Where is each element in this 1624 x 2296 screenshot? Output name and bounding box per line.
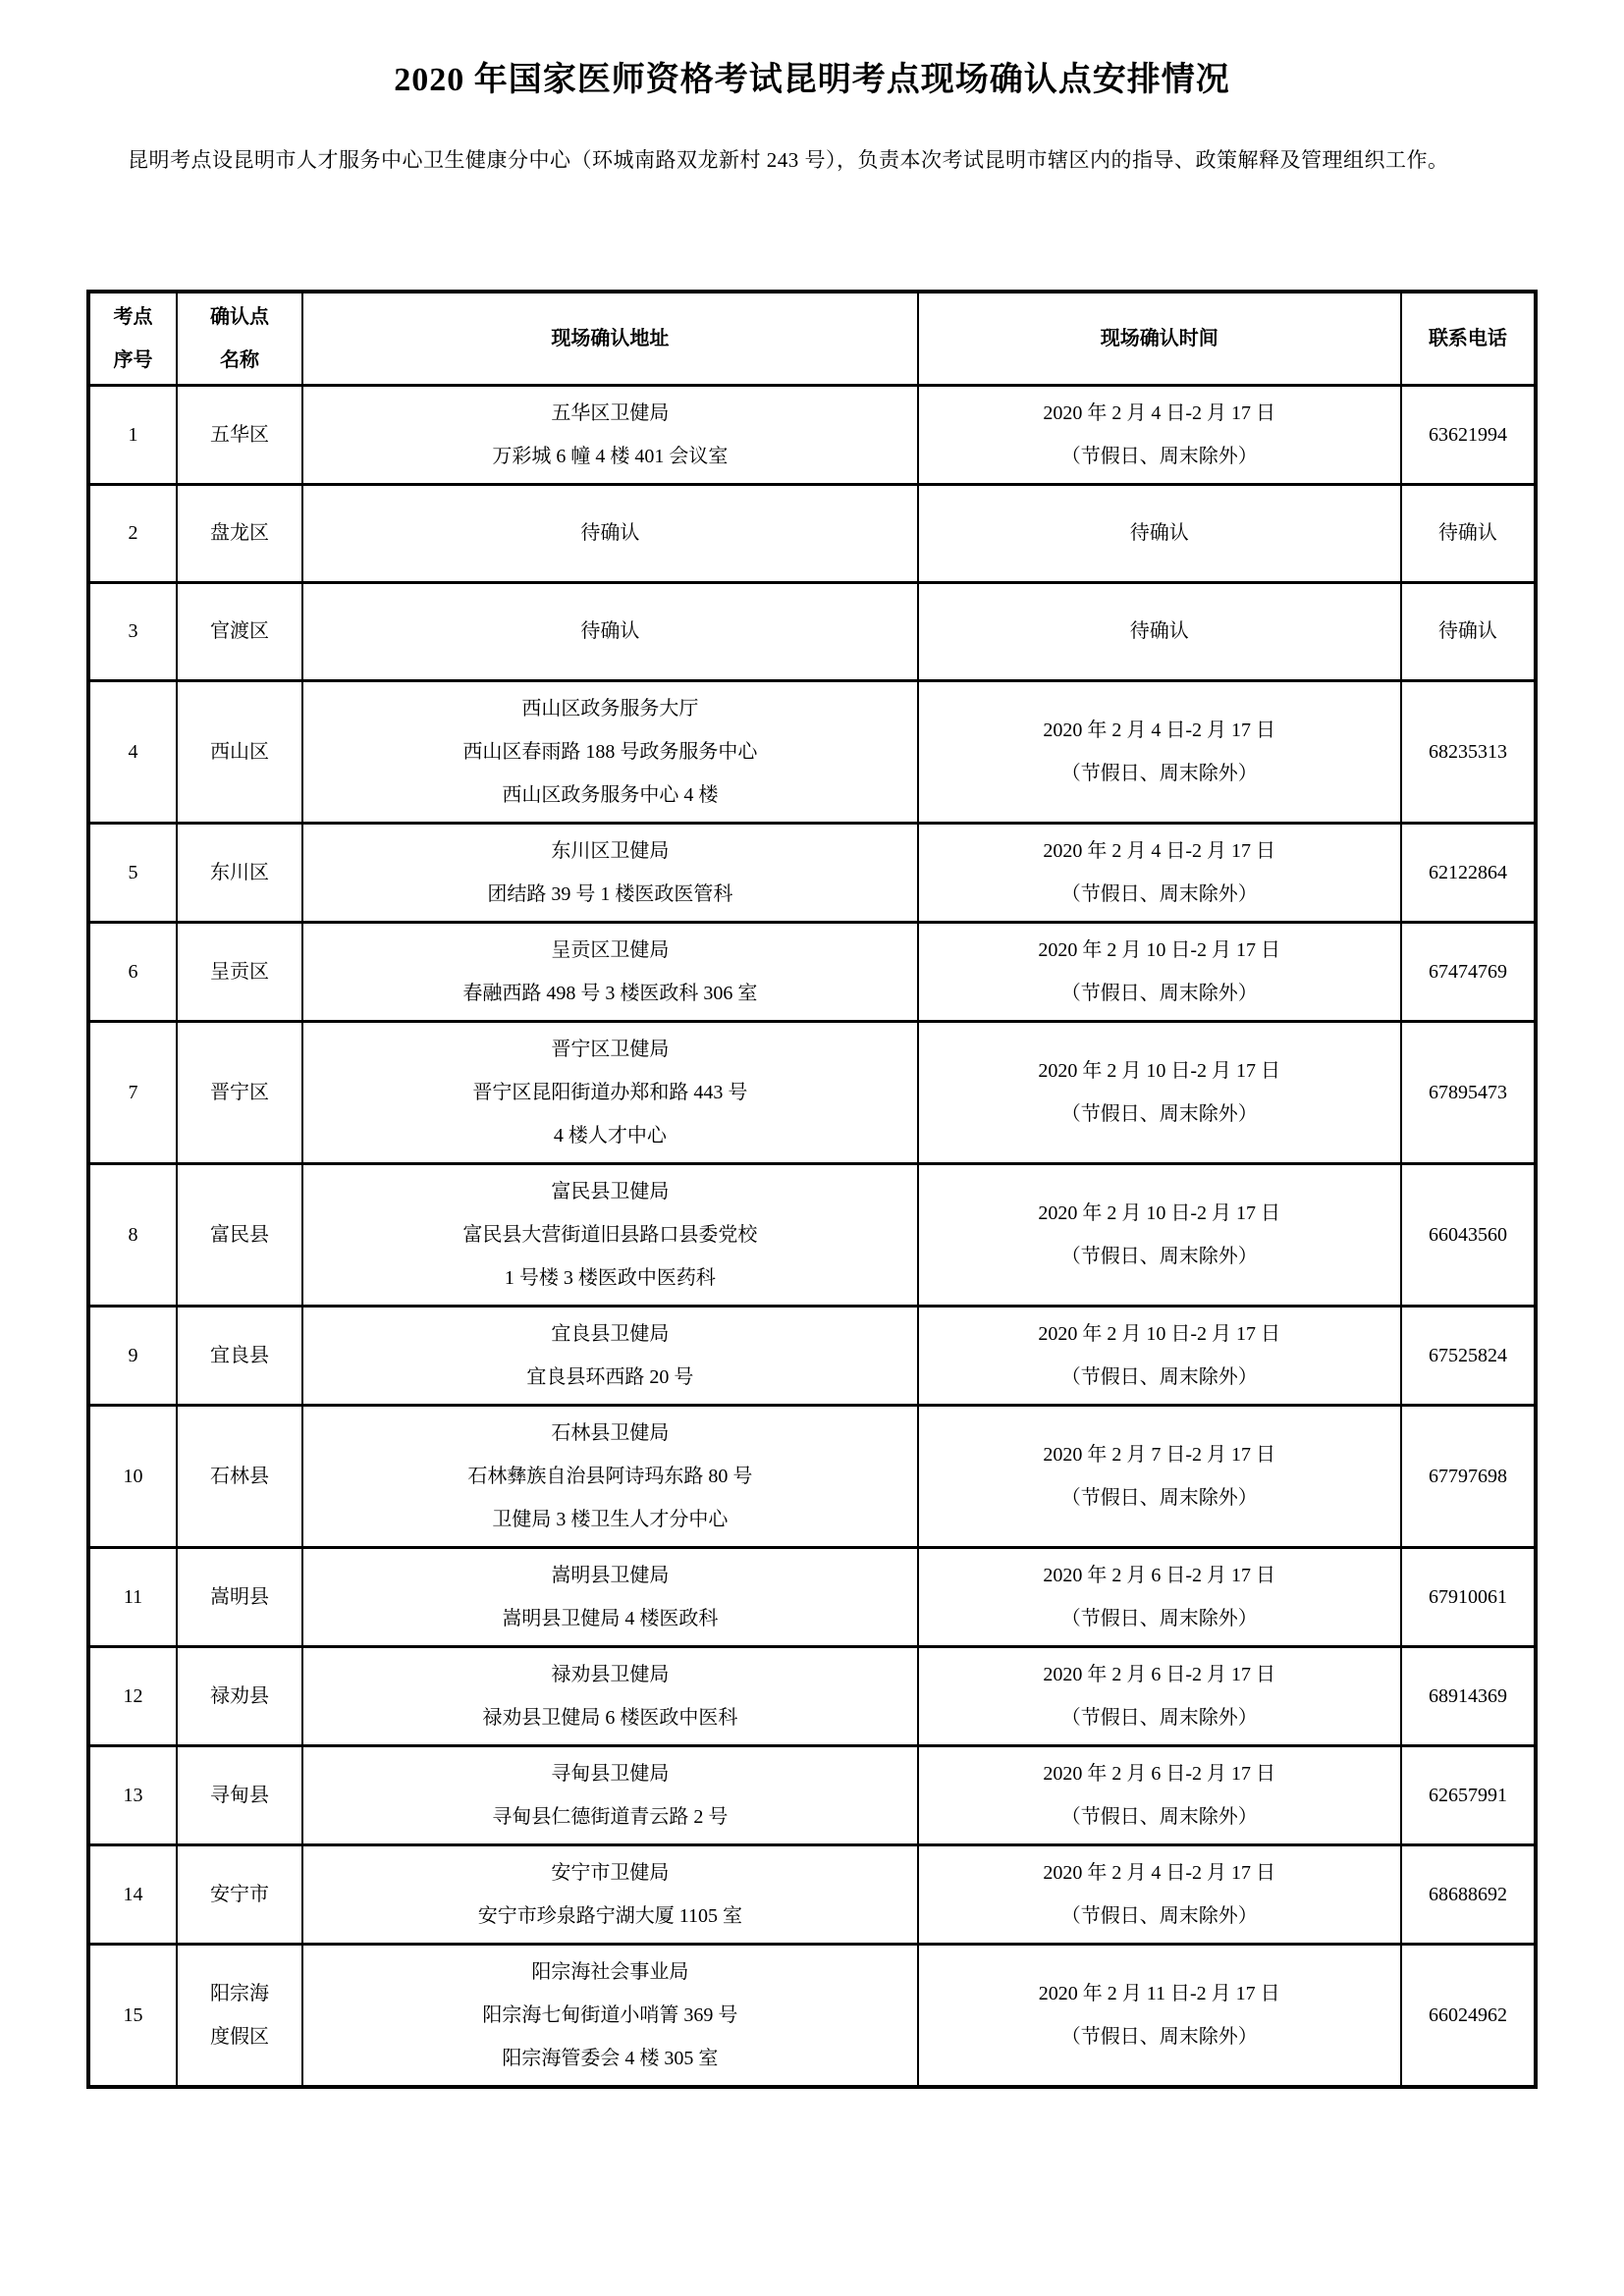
cell-line: （节假日、周末除外） (1060, 1904, 1258, 1927)
cell-confirmation-point-name (177, 1646, 302, 1745)
table-row (88, 385, 1536, 484)
cell-line: 阳宗海社会事业局 (531, 1960, 689, 1983)
cell-line: 卫健局 3 楼卫生人才分中心 (492, 1508, 729, 1530)
cell-line: 2020 年 2 月 6 日-2 月 17 日 (1043, 1564, 1276, 1586)
cell-confirmation-point-name (177, 1163, 302, 1306)
cell-line: 禄劝县卫健局 6 楼医政中医科 (482, 1706, 738, 1729)
table-header-row (88, 292, 1536, 386)
cell-line: 4 楼人才中心 (553, 1124, 667, 1147)
cell-line: 阳宗海管委会 4 楼 305 室 (502, 2047, 719, 2069)
cell-line: 15 (123, 2003, 143, 2026)
cell-line: 1 号楼 3 楼医政中医药科 (504, 1266, 716, 1289)
cell-contact-phone (1401, 1844, 1536, 1944)
cell-confirmation-point-name (177, 484, 302, 582)
cell-confirmation-time (918, 680, 1401, 823)
cell-confirmation-point-name (177, 582, 302, 680)
cell-exam-point-index (88, 1745, 177, 1844)
cell-confirmation-point-name (177, 1405, 302, 1547)
cell-exam-point-index (88, 1844, 177, 1944)
cell-line: 67474769 (1428, 960, 1507, 983)
cell-line: 晋宁区卫健局 (551, 1038, 670, 1060)
cell-contact-phone (1401, 680, 1536, 823)
cell-contact-phone (1401, 922, 1536, 1021)
cell-line: （节假日、周末除外） (1060, 1102, 1258, 1125)
cell-line: 68235313 (1428, 740, 1507, 763)
cell-line: 春融西路 498 号 3 楼医政科 306 室 (462, 982, 758, 1004)
cell-line: 官渡区 (210, 620, 270, 643)
cell-line: 63621994 (1428, 423, 1507, 446)
cell-confirmation-address (302, 1547, 917, 1646)
cell-line: 寻甸县 (210, 1784, 270, 1806)
cell-line: 安宁市卫健局 (551, 1861, 670, 1884)
cell-confirmation-time (918, 1745, 1401, 1844)
cell-confirmation-address (302, 1844, 917, 1944)
cell-line: 西山区春雨路 188 号政务服务中心 (462, 740, 758, 763)
cell-line: 西山区 (210, 740, 270, 763)
cell-confirmation-time (918, 1405, 1401, 1547)
cell-confirmation-address (302, 1646, 917, 1745)
cell-contact-phone (1401, 1405, 1536, 1547)
cell-line: 度假区 (210, 2025, 270, 2048)
cell-line: 2 (128, 522, 138, 545)
cell-line: 68914369 (1428, 1684, 1507, 1707)
cell-exam-point-index (88, 1306, 177, 1405)
cell-confirmation-point-name (177, 1547, 302, 1646)
cell-line: 安宁市珍泉路宁湖大厦 1105 室 (477, 1904, 742, 1927)
cell-line: 晋宁区昆阳街道办郑和路 443 号 (472, 1081, 748, 1103)
cell-confirmation-address (302, 1163, 917, 1306)
cell-confirmation-address (302, 680, 917, 823)
cell-confirmation-point-name (177, 1745, 302, 1844)
cell-contact-phone (1401, 484, 1536, 582)
cell-contact-phone (1401, 823, 1536, 922)
table-row (88, 823, 1536, 922)
cell-line: 石林县 (210, 1465, 270, 1487)
cell-exam-point-index (88, 1944, 177, 2087)
cell-line: 安宁市 (210, 1883, 270, 1905)
cell-line: 66043560 (1428, 1223, 1507, 1246)
cell-confirmation-point-name (177, 680, 302, 823)
cell-exam-point-index (88, 1021, 177, 1163)
cell-line: 66024962 (1428, 2003, 1507, 2026)
cell-contact-phone (1401, 582, 1536, 680)
cell-line: 67525824 (1428, 1344, 1507, 1366)
cell-confirmation-point-name (177, 922, 302, 1021)
cell-line: 团结路 39 号 1 楼医政医管科 (487, 882, 733, 905)
cell-confirmation-time (918, 1547, 1401, 1646)
cell-line: 西山区政务服务大厅 (521, 697, 699, 720)
cell-line: 禄劝县卫健局 (551, 1663, 670, 1685)
cell-exam-point-index (88, 484, 177, 582)
cell-line: 6 (128, 960, 138, 983)
table-row (88, 1844, 1536, 1944)
cell-line: （节假日、周末除外） (1060, 2025, 1258, 2048)
cell-line: 2020 年 2 月 6 日-2 月 17 日 (1043, 1762, 1276, 1785)
cell-line: 67797698 (1428, 1465, 1507, 1487)
cell-exam-point-index (88, 582, 177, 680)
cell-line: 呈贡区 (210, 960, 270, 983)
col-header-confirmation-time: 现场确认时间 (918, 292, 1401, 386)
cell-line: 寻甸县仁德街道青云路 2 号 (492, 1805, 729, 1828)
cell-line: 10 (123, 1465, 143, 1487)
col-header-confirmation-point-name (177, 292, 302, 386)
cell-confirmation-address (302, 1021, 917, 1163)
cell-line: 石林县卫健局 (551, 1421, 670, 1444)
cell-confirmation-time (918, 1844, 1401, 1944)
cell-line: 待确认 (1129, 620, 1189, 643)
cell-line: 2020 年 2 月 4 日-2 月 17 日 (1043, 719, 1276, 741)
cell-confirmation-address (302, 484, 917, 582)
cell-line: （节假日、周末除外） (1060, 1365, 1258, 1388)
cell-line: 嵩明县卫健局 4 楼医政科 (502, 1607, 719, 1629)
cell-exam-point-index (88, 385, 177, 484)
col-header-exam-point-index (88, 292, 177, 386)
cell-line: 待确认 (1129, 522, 1189, 545)
cell-confirmation-time (918, 922, 1401, 1021)
page-title: 2020 年国家医师资格考试昆明考点现场确认点安排情况 (394, 62, 1230, 98)
cell-exam-point-index (88, 823, 177, 922)
cell-contact-phone (1401, 1646, 1536, 1745)
header-line: 序号 (113, 348, 153, 371)
cell-line: 2020 年 2 月 4 日-2 月 17 日 (1043, 401, 1276, 424)
cell-exam-point-index (88, 1547, 177, 1646)
cell-line: 13 (123, 1784, 143, 1806)
cell-line: （节假日、周末除外） (1060, 1706, 1258, 1729)
cell-line: 67910061 (1428, 1585, 1507, 1608)
cell-confirmation-time (918, 385, 1401, 484)
cell-line: 2020 年 2 月 7 日-2 月 17 日 (1043, 1443, 1276, 1466)
cell-line: （节假日、周末除外） (1060, 1805, 1258, 1828)
cell-line: 西山区政务服务中心 4 楼 (502, 783, 719, 806)
table-row (88, 1306, 1536, 1405)
cell-line: 五华区 (210, 423, 270, 446)
cell-line: 阳宗海七甸街道小哨箐 369 号 (482, 2003, 738, 2026)
cell-line: 62122864 (1428, 861, 1507, 883)
cell-confirmation-point-name (177, 1306, 302, 1405)
cell-line: 待确认 (1437, 620, 1497, 643)
table-row (88, 1021, 1536, 1163)
cell-exam-point-index (88, 1405, 177, 1547)
cell-contact-phone (1401, 385, 1536, 484)
cell-line: 2020 年 2 月 10 日-2 月 17 日 (1038, 1201, 1281, 1224)
cell-line: 盘龙区 (210, 522, 270, 545)
cell-confirmation-point-name (177, 385, 302, 484)
cell-line: 5 (128, 861, 138, 883)
col-header-confirmation-address: 现场确认地址 (302, 292, 917, 386)
cell-confirmation-time (918, 582, 1401, 680)
cell-exam-point-index (88, 1163, 177, 1306)
cell-line: （节假日、周末除外） (1060, 1607, 1258, 1629)
cell-line: （节假日、周末除外） (1060, 762, 1258, 784)
cell-confirmation-point-name (177, 1021, 302, 1163)
cell-line: 阳宗海 (210, 1982, 270, 2004)
cell-line: 五华区卫健局 (551, 401, 670, 424)
cell-line: 嵩明县 (210, 1585, 270, 1608)
cell-line: 东川区 (210, 861, 270, 883)
header-line: 确认点 (210, 305, 270, 328)
table-row (88, 1745, 1536, 1844)
cell-line: 12 (123, 1684, 143, 1707)
cell-line: 宜良县环西路 20 号 (526, 1365, 694, 1388)
cell-confirmation-address (302, 1944, 917, 2087)
cell-line: 8 (128, 1223, 138, 1246)
cell-line: 11 (123, 1585, 143, 1608)
cell-confirmation-address (302, 582, 917, 680)
table-row (88, 1547, 1536, 1646)
cell-line: 2020 年 2 月 4 日-2 月 17 日 (1043, 839, 1276, 862)
cell-line: （节假日、周末除外） (1060, 445, 1258, 467)
cell-line: 宜良县卫健局 (551, 1322, 670, 1345)
cell-confirmation-time (918, 484, 1401, 582)
cell-line: 2020 年 2 月 6 日-2 月 17 日 (1043, 1663, 1276, 1685)
intro-paragraph: 昆明考点设昆明市人才服务中心卫生健康分中心（环城南路双龙新村 243 号），负责本次考试昆明市辖区内的指导、政策解释及管理组织工作。 (128, 147, 1449, 172)
cell-confirmation-time (918, 1646, 1401, 1745)
table-body (88, 385, 1536, 2087)
cell-contact-phone (1401, 1547, 1536, 1646)
cell-confirmation-address (302, 385, 917, 484)
table-row (88, 1646, 1536, 1745)
cell-line: 待确认 (580, 522, 640, 545)
cell-exam-point-index (88, 680, 177, 823)
cell-line: （节假日、周末除外） (1060, 882, 1258, 905)
col-header-contact-phone: 联系电话 (1401, 292, 1536, 386)
cell-line: 石林彝族自治县阿诗玛东路 80 号 (467, 1465, 753, 1487)
cell-confirmation-time (918, 1163, 1401, 1306)
cell-line: 1 (128, 423, 138, 446)
cell-line: 2020 年 2 月 4 日-2 月 17 日 (1043, 1861, 1276, 1884)
header-line: 名称 (220, 348, 260, 371)
cell-confirmation-time (918, 1944, 1401, 2087)
cell-line: 67895473 (1428, 1081, 1507, 1103)
cell-line: 待确认 (580, 620, 640, 643)
cell-confirmation-point-name (177, 1844, 302, 1944)
cell-line: 62657991 (1428, 1784, 1507, 1806)
cell-line: （节假日、周末除外） (1060, 982, 1258, 1004)
cell-line: 富民县大营街道旧县路口县委党校 (462, 1223, 758, 1246)
cell-contact-phone (1401, 1163, 1536, 1306)
cell-line: 东川区卫健局 (551, 839, 670, 862)
table-row (88, 1944, 1536, 2087)
cell-confirmation-time (918, 1306, 1401, 1405)
cell-confirmation-address (302, 823, 917, 922)
cell-line: 14 (123, 1883, 143, 1905)
table-row (88, 582, 1536, 680)
cell-line: 待确认 (1437, 522, 1497, 545)
cell-line: （节假日、周末除外） (1060, 1245, 1258, 1267)
table-row (88, 1163, 1536, 1306)
cell-confirmation-address (302, 1405, 917, 1547)
cell-line: 2020 年 2 月 10 日-2 月 17 日 (1038, 1059, 1281, 1082)
cell-confirmation-time (918, 1021, 1401, 1163)
table-row (88, 680, 1536, 823)
cell-confirmation-address (302, 1745, 917, 1844)
cell-line: 万彩城 6 幢 4 楼 401 会议室 (492, 445, 729, 467)
cell-line: （节假日、周末除外） (1060, 1486, 1258, 1509)
cell-contact-phone (1401, 1745, 1536, 1844)
confirmation-points-table (86, 290, 1538, 2089)
cell-line: 4 (128, 740, 138, 763)
cell-line: 富民县卫健局 (551, 1180, 670, 1202)
cell-confirmation-point-name (177, 823, 302, 922)
cell-line: 7 (128, 1081, 138, 1103)
cell-line: 3 (128, 620, 138, 643)
cell-confirmation-address (302, 1306, 917, 1405)
cell-exam-point-index (88, 922, 177, 1021)
cell-contact-phone (1401, 1021, 1536, 1163)
cell-line: 呈贡区卫健局 (551, 938, 670, 961)
cell-line: 宜良县 (210, 1344, 270, 1366)
cell-exam-point-index (88, 1646, 177, 1745)
cell-contact-phone (1401, 1306, 1536, 1405)
cell-line: 嵩明县卫健局 (551, 1564, 670, 1586)
cell-line: 富民县 (210, 1223, 270, 1246)
cell-confirmation-address (302, 922, 917, 1021)
table-row (88, 484, 1536, 582)
cell-line: 2020 年 2 月 10 日-2 月 17 日 (1038, 938, 1281, 961)
cell-confirmation-time (918, 823, 1401, 922)
cell-line: 2020 年 2 月 11 日-2 月 17 日 (1038, 1982, 1280, 2004)
table-row (88, 922, 1536, 1021)
cell-line: 9 (128, 1344, 138, 1366)
cell-line: 晋宁区 (210, 1081, 270, 1103)
table-row (88, 1405, 1536, 1547)
cell-line: 68688692 (1428, 1883, 1507, 1905)
cell-line: 寻甸县卫健局 (551, 1762, 670, 1785)
header-line: 考点 (113, 305, 153, 328)
cell-line: 禄劝县 (210, 1684, 270, 1707)
cell-line: 2020 年 2 月 10 日-2 月 17 日 (1038, 1322, 1281, 1345)
cell-contact-phone (1401, 1944, 1536, 2087)
cell-confirmation-point-name (177, 1944, 302, 2087)
